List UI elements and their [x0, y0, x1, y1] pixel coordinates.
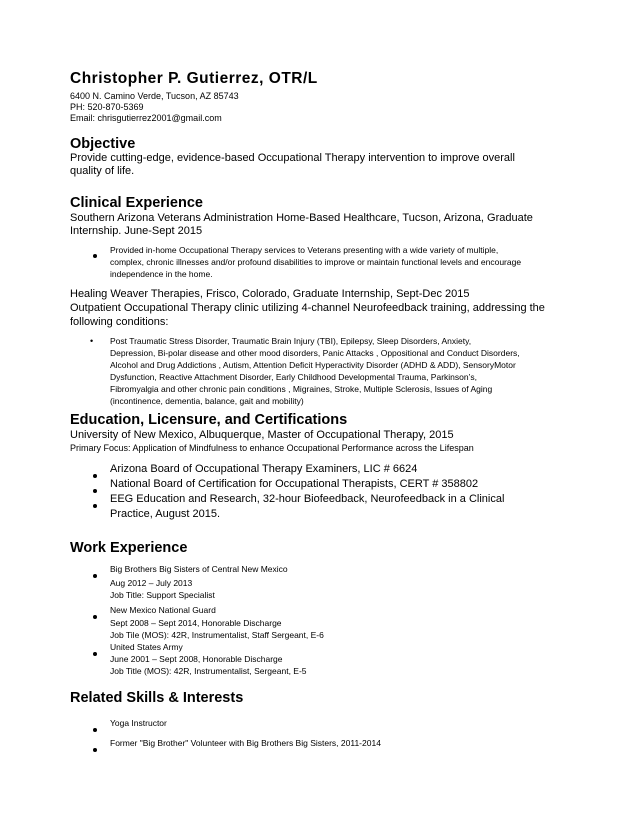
clinical-job1-bullet-line-1: Provided in-home Occupational Therapy services to Veterans presenting with a wide variety of multiple, — [110, 245, 499, 255]
education-focus: Primary Focus: Application of Mindfulness to enhance Occupational Performance across the Lifespan — [70, 443, 474, 453]
education-item-1: Arizona Board of Occupational Therapy Examiners, LIC # 6624 — [110, 463, 418, 475]
bullet-icon — [91, 721, 99, 739]
education-item-3-cont: Practice, August 2015. — [110, 508, 221, 520]
work-job1-title: Job Title: Support Specialist — [110, 590, 215, 600]
skills-item-1: Yoga Instructor — [110, 718, 167, 728]
bullet-icon — [91, 608, 99, 626]
skills-item-2: Former "Big Brother" Volunteer with Big Brothers Big Sisters, 2011-2014 — [110, 738, 381, 748]
work-job1-org: Big Brothers Big Sisters of Central New Mexico — [110, 564, 288, 574]
phone: PH: 520-870-5369 — [70, 102, 144, 112]
clinical-job2-line-3: following conditions: — [70, 316, 169, 328]
objective-heading: Objective — [70, 136, 136, 152]
bullet-icon — [91, 497, 99, 515]
candidate-name: Christopher P. Gutierrez, OTR/L — [70, 70, 318, 87]
clinical-job2-line-2: Outpatient Occupational Therapy clinic utilizing 4-channel Neurofeedback training, addressing the — [70, 302, 545, 314]
bullet-icon — [91, 567, 99, 585]
clinical-job2-bullet-line-6: (incontinence, dementia, balance, gait and mobility) — [110, 396, 304, 406]
bullet-icon — [91, 645, 99, 663]
work-job2-org: New Mexico National Guard — [110, 605, 216, 615]
work-job3-org: United States Army — [110, 642, 183, 652]
work-job1-dates: Aug 2012 – July 2013 — [110, 578, 193, 588]
clinical-job2-bullet-line-2: Depression, Bi-polar disease and other mood disorders, Panic Attacks , Oppositional and Conduct Disorders, — [110, 348, 520, 358]
clinical-job2-bullet-line-3: Alcohol and Drug Addictions , Autism, Attention Deficit Hyperactivity Disorder (ADHD & ADD), SensoryMotor — [110, 360, 516, 370]
clinical-heading: Clinical Experience — [70, 195, 203, 211]
clinical-job1-line-1: Southern Arizona Veterans Administration Home-Based Healthcare, Tucson, Arizona, Graduate — [70, 212, 533, 224]
clinical-job2-bullet-line-5: Fibromyalgia and other chronic pain conditions , Migraines, Stroke, Multiple Sclerosis, Issues of Aging — [110, 384, 493, 394]
work-job3-title: Job Title (MOS): 42R, Instrumentalist, Sergeant, E-5 — [110, 666, 307, 676]
bullet-icon — [91, 247, 99, 265]
work-heading: Work Experience — [70, 540, 188, 556]
clinical-job2-line-1: Healing Weaver Therapies, Frisco, Colorado, Graduate Internship, Sept-Dec 2015 — [70, 288, 470, 300]
education-school: University of New Mexico, Albuquerque, Master of Occupational Therapy, 2015 — [70, 429, 454, 441]
clinical-job1-bullet-line-2: complex, chronic illnesses and/or profound disabilities to improve or maintain functional levels and encourage — [110, 257, 522, 267]
work-job2-title: Job Tile (MOS): 42R, Instrumentalist, Staff Sergeant, E-6 — [110, 630, 324, 640]
email: Email: chrisgutierrez2001@gmail.com — [70, 113, 222, 123]
clinical-job1-line-2: Internship. June-Sept 2015 — [70, 225, 203, 237]
education-item-3: EEG Education and Research, 32-hour Biofeedback, Neurofeedback in a Clinical — [110, 493, 505, 505]
skills-heading: Related Skills & Interests — [70, 690, 244, 706]
bullet-icon — [91, 741, 99, 759]
clinical-job1-bullet-line-3: independence in the home. — [110, 269, 213, 279]
education-item-2: National Board of Certification for Occupational Therapists, CERT # 358802 — [110, 478, 479, 490]
bullet-marker: • — [90, 336, 94, 346]
education-heading: Education, Licensure, and Certifications — [70, 412, 348, 428]
clinical-job2-bullet-line-1: Post Traumatic Stress Disorder, Traumatic Brain Injury (TBI), Epilepsy, Sleep Disorders, Anxiety, — [110, 336, 472, 346]
objective-line-2: quality of life. — [70, 165, 135, 177]
address: 6400 N. Camino Verde, Tucson, AZ 85743 — [70, 91, 239, 101]
objective-line-1: Provide cutting-edge, evidence-based Occupational Therapy intervention to improve overall — [70, 152, 515, 164]
clinical-job2-bullet-line-4: Dysfunction, Reactive Attachment Disorder, Early Childhood Developmental Trauma, Parkinson’s, — [110, 372, 477, 382]
work-job2-dates: Sept 2008 – Sept 2014, Honorable Discharge — [110, 618, 282, 628]
work-job3-dates: June 2001 – Sept 2008, Honorable Discharge — [110, 654, 283, 664]
